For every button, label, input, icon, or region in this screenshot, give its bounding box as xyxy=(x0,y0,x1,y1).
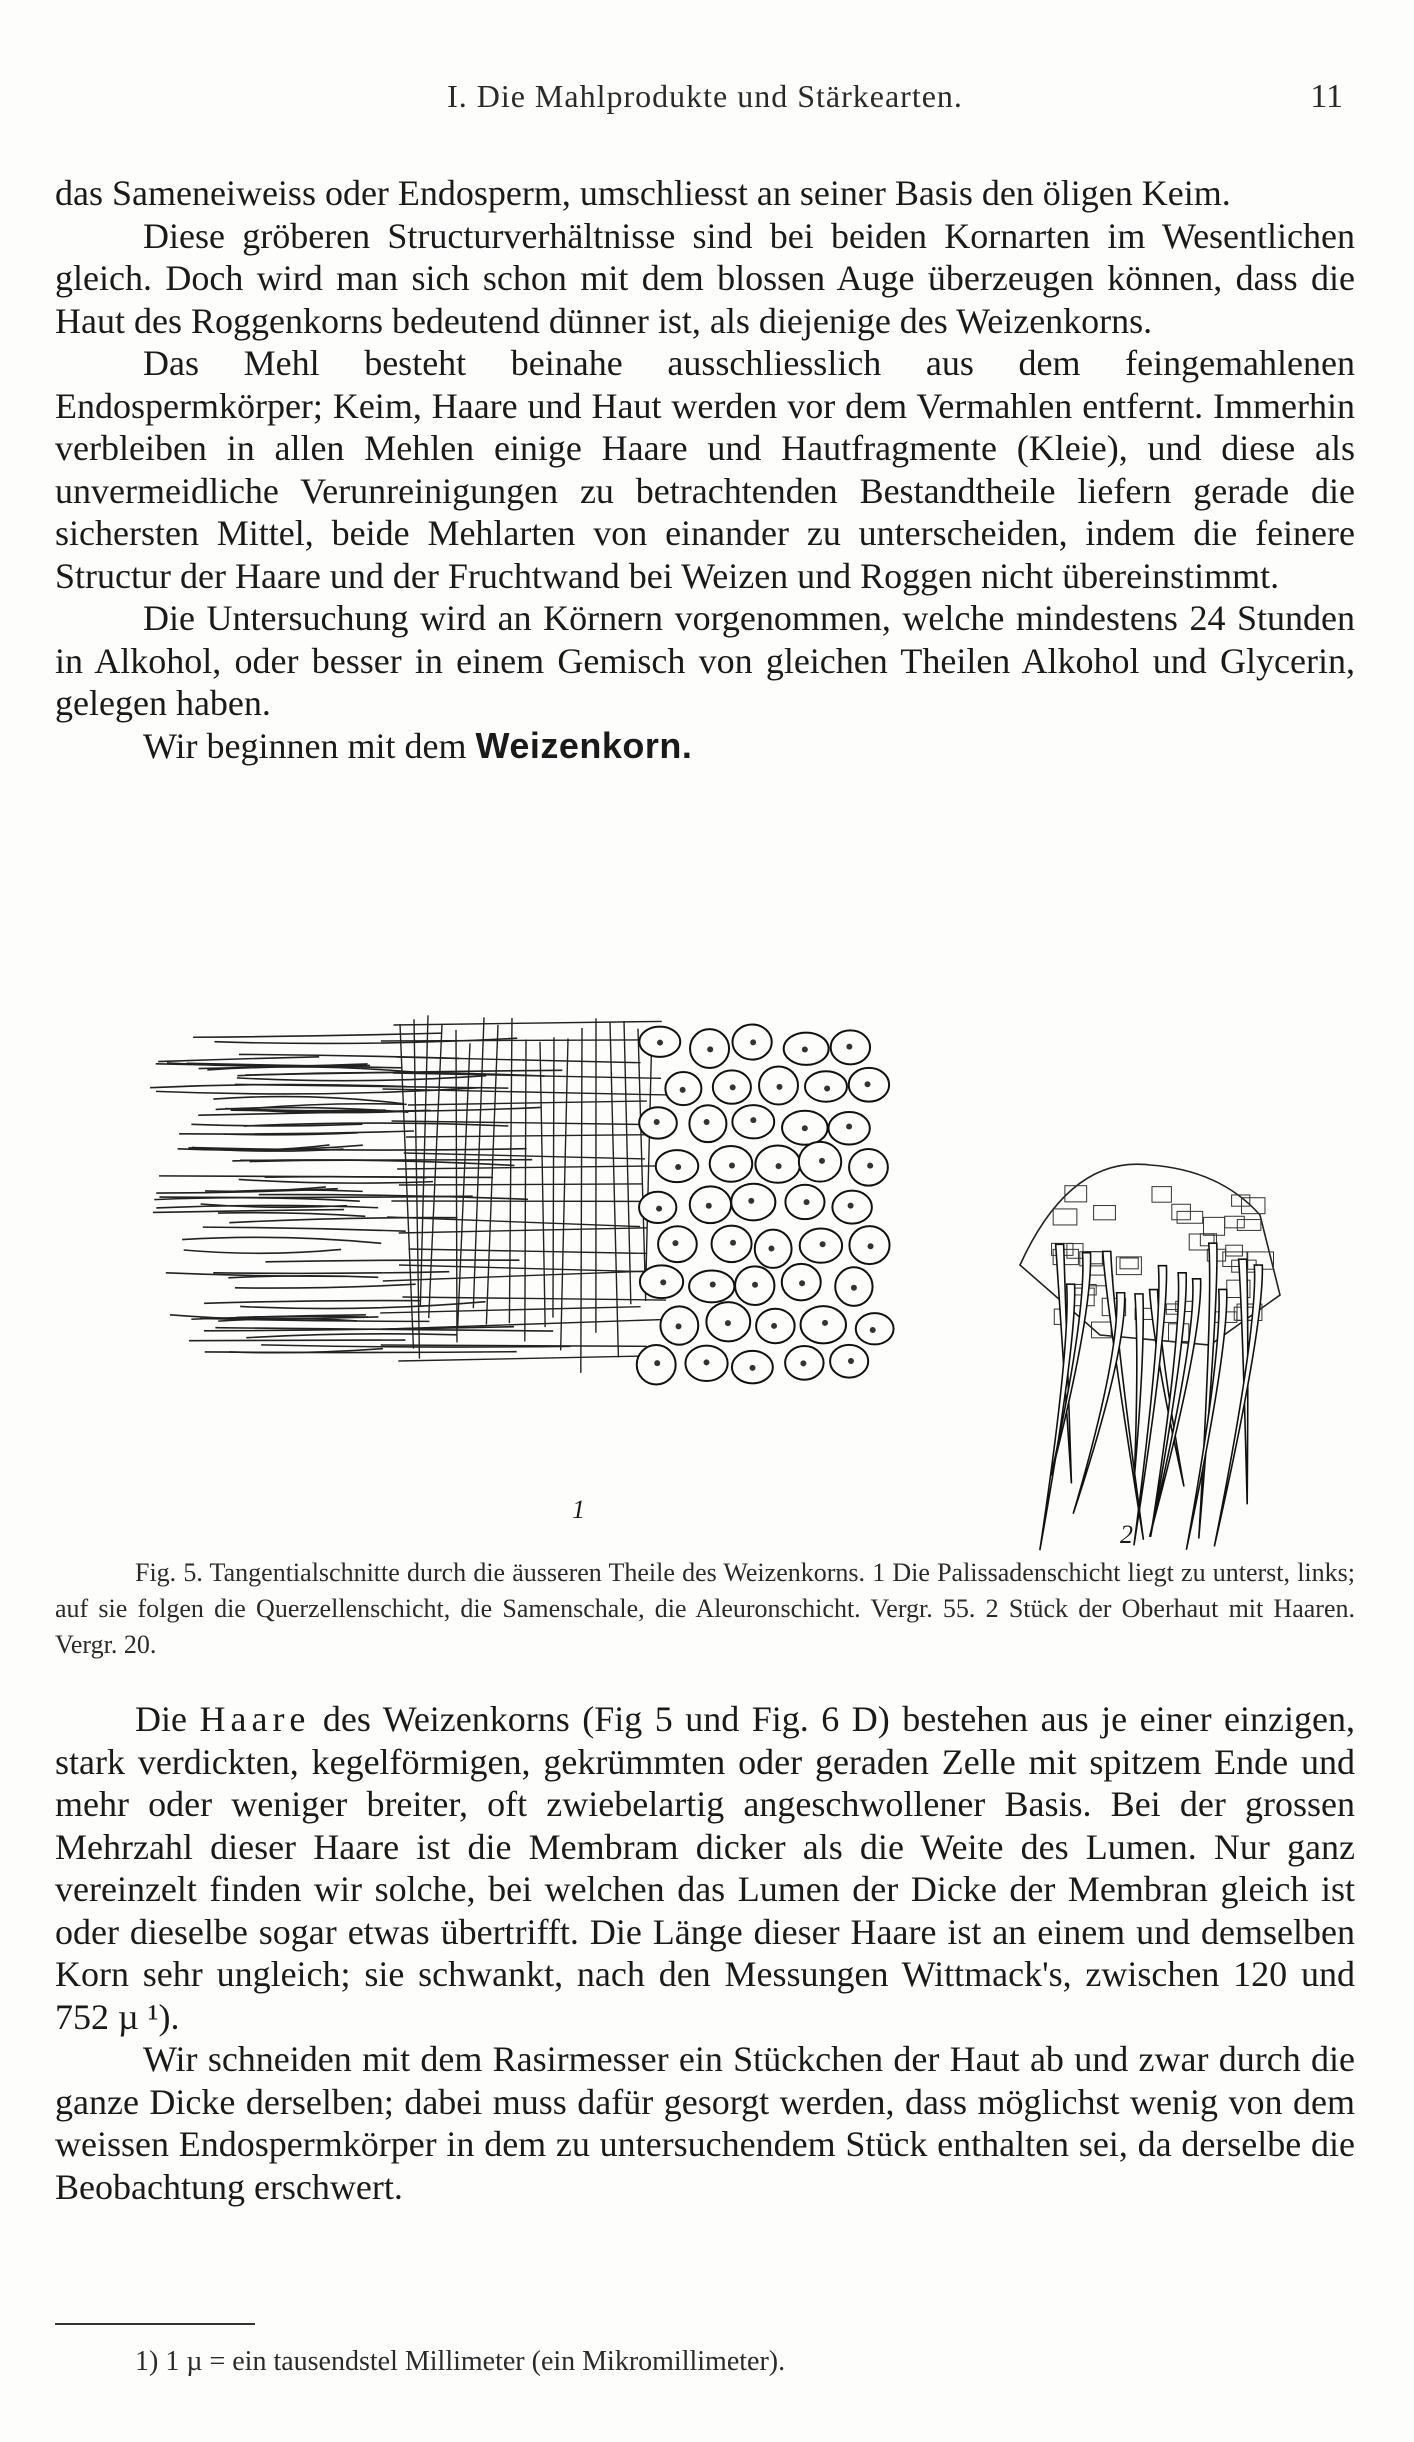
running-header xyxy=(55,78,1355,128)
figure-label-1: 1 xyxy=(572,1495,585,1524)
haare-lead: Die xyxy=(135,1699,200,1739)
paragraph: Wir schneiden mit dem Rasirmesser ein Stückchen der Haut ab und zwar durch die ganze Dicke derselben; dabei muss dafür gesorgt werden, dass möglichst wenig von dem weissen Endospermkörper in dem zu untersuchendem Stück enthalten sei, da derselbe die Beobachtung erschwert. xyxy=(55,2039,1355,2207)
page-number: 11 xyxy=(1310,78,1343,115)
haare-rest: des Weizenkorns (Fig 5 und Fig. 6 D) bestehen aus je einer einzigen, stark verdickten, kegelförmigen, gekrümmten oder geraden Zelle mit spitzem Ende und mehr oder weniger breiter, oft zwiebelartig angeschwollener Basis. Bei der grossen Mehrzahl dieser Haare ist die Membram dicker als die Weite des Lumen. Nur ganz vereinzelt finden wir solche, bei welchen das Lumen der Dicke der Membran gleich ist oder dieselbe sogar etwas übertrifft. Die Länge dieser Haare ist an einem und demselben Korn sehr ungleich; sie schwankt, nach den Messungen Wittmack's, zwischen 120 und 752 µ ¹). xyxy=(55,1699,1355,2037)
paragraph-intro xyxy=(55,725,1355,768)
running-title: I. Die Mahlprodukte und Stärkearten. xyxy=(447,78,963,114)
paragraph: Diese gröberen Structurverhältnisse sind bei beiden Kornarten im Wesentlichen gleich. Doch wird man sich schon mit dem blossen Auge überzeugen können, dass die Haut des Roggenkorns bedeutend dünner ist, als diejenige des Weizenkorns. xyxy=(55,215,1355,341)
paragraph: das Sameneiweiss oder Endosperm, umschliesst an seiner Basis den öligen Keim. xyxy=(55,173,1231,213)
paragraph: Die Untersuchung wird an Körnern vorgenommen, welche mindestens 24 Stunden in Alkohol, oder besser in einem Gemisch von gleichen Theilen Alkohol und Glycerin, gelegen haben. xyxy=(55,598,1355,723)
footnote-divider xyxy=(55,2323,255,2325)
caption-text: Fig. 5. Tangentialschnitte durch die äusseren Theile des Weizenkorns. 1 Die Palissadenschicht liegt zu unterst, links; auf sie folgen die Querzellenschicht, die Samenschale, die Aleuronschicht. Vergr. 55. 2 Stück der Oberhaut mit Haaren. Vergr. 20. xyxy=(55,1558,1355,1659)
illustration-epidermis-hairs xyxy=(980,1145,1310,1565)
haare-spaced-term: Haare xyxy=(199,1699,311,1739)
footnote: 1) 1 µ = ein tausendstel Millimeter (ein Mikromillimeter). xyxy=(135,2346,786,2377)
figure-caption xyxy=(55,1555,1355,1663)
intro-text: Wir beginnen mit dem xyxy=(143,725,476,766)
intro-bold-term: Weizenkorn. xyxy=(475,724,693,766)
illustration-tangential-section xyxy=(140,995,940,1415)
figure-5 xyxy=(140,995,1380,1555)
body-text-top xyxy=(55,172,1355,767)
paragraph: Das Mehl besteht beinahe ausschliesslich aus dem feingemahlenen Endospermkörper; Keim, Haare und Haut werden vor dem Vermahlen entfernt. Immerhin verbleiben in allen Mehlen einige Haare und Hautfragmente (Kleie), und diese als unvermeidliche Verunreinigungen zu betrachtenden Bestandtheile liefern gerade die sichersten Mittel, beide Mehlarten von einander zu unterscheiden, indem die feinere Structur der Haare und der Fruchtwand bei Weizen und Roggen nicht übereinstimmt. xyxy=(55,343,1355,596)
body-text-bottom xyxy=(55,1698,1355,2208)
paragraph-haare xyxy=(55,1698,1355,2038)
figure-label-2: 2 xyxy=(1120,1520,1133,1549)
